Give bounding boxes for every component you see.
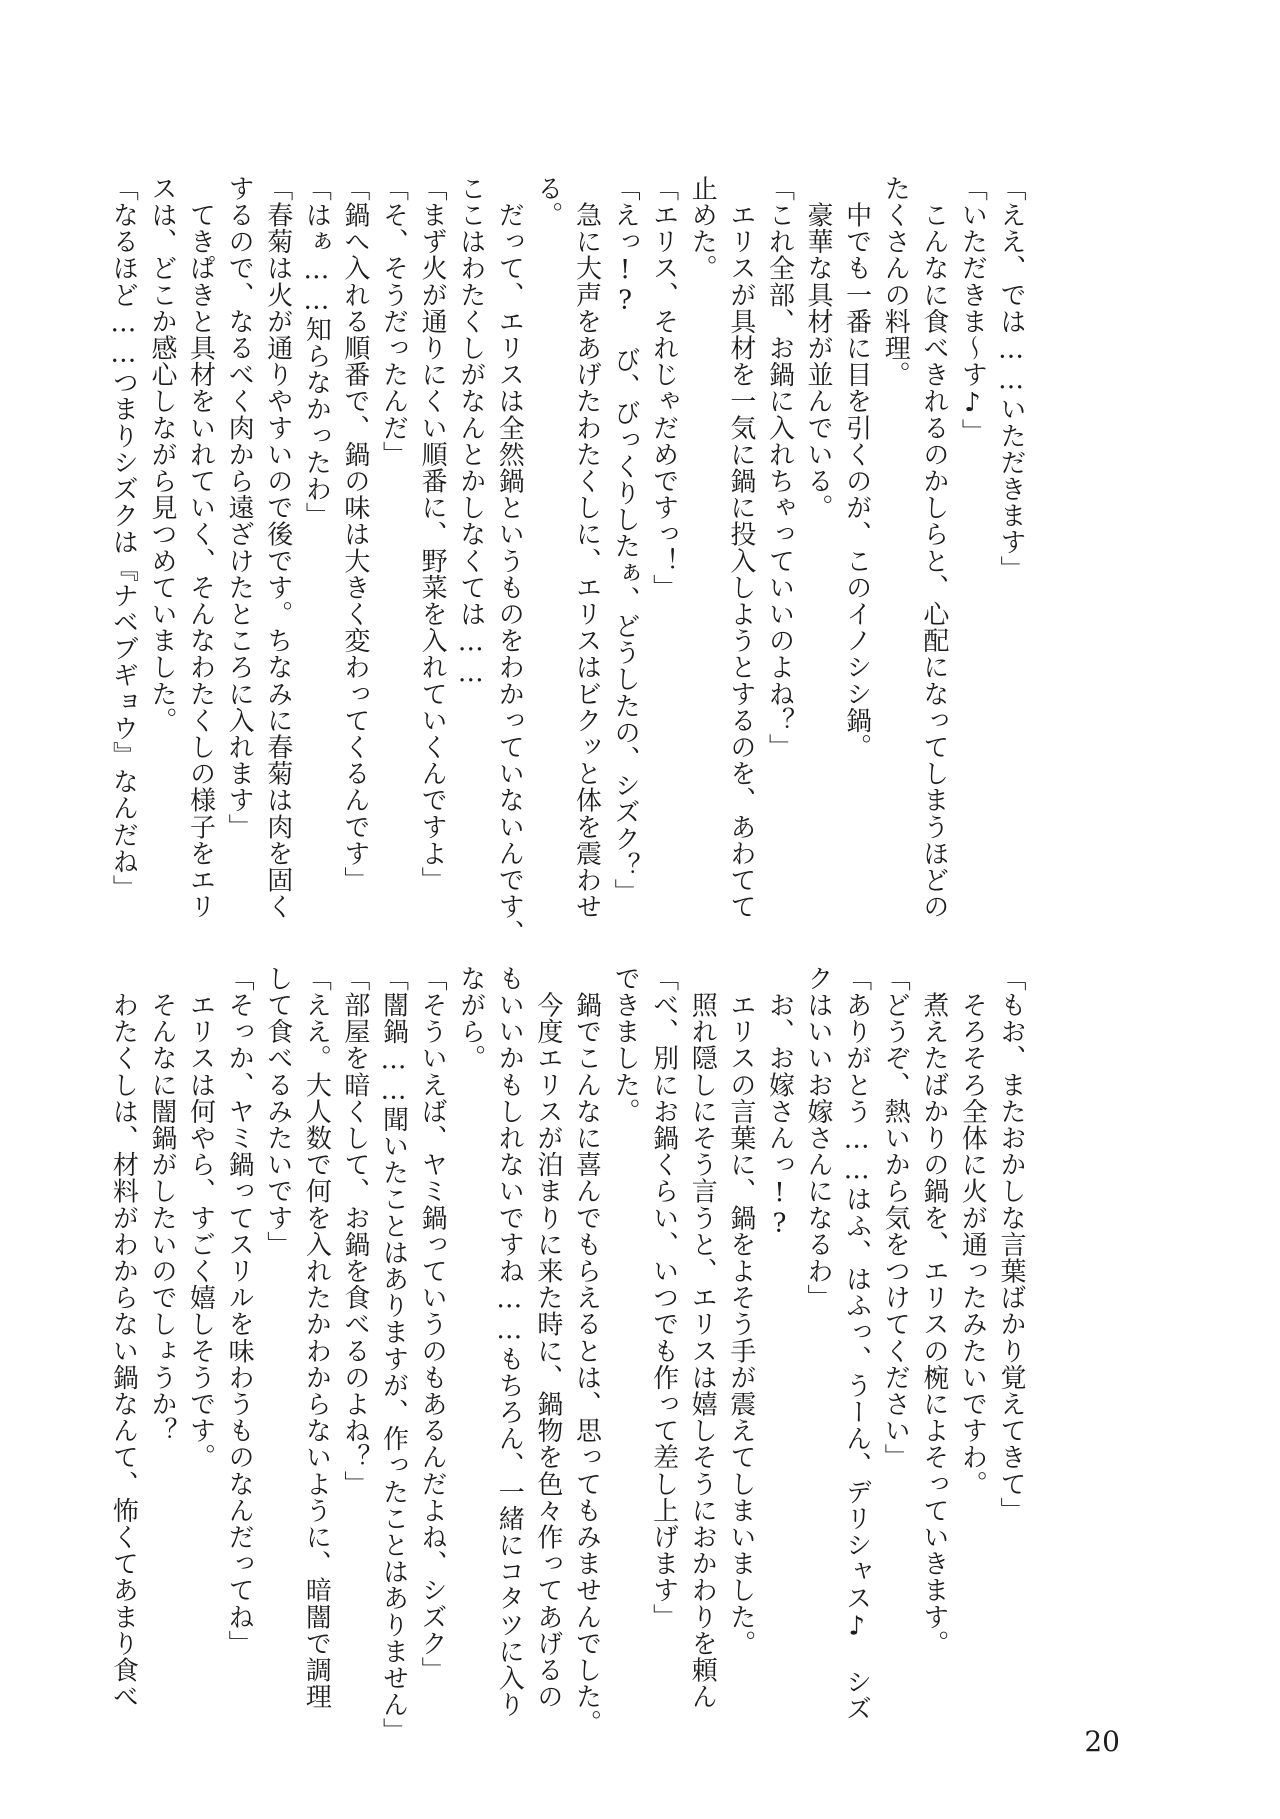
text-line: こんなに食べきれるのかしらと、心配になってしまうほどの	[918, 175, 949, 920]
text-line: 「えっ!? び、びっくりしたぁ、どうしたの、シズク？」	[610, 175, 641, 906]
text-line: だって、エリスは全然鍋というものをわかっていないんです、	[494, 175, 525, 947]
text-line: 「そっか、ヤミ鍋ってスリルを味わうものなんだってね」	[224, 965, 255, 1657]
text-line: 「ええ。大人数で何を入れたかわからないように、暗闇で調理	[301, 965, 332, 1710]
text-line: 「まず火が通りにくい順番に、野菜を入れていくんですよ」	[417, 175, 448, 894]
text-line: 「どうぞ、熱いから気をつけてください」	[880, 965, 911, 1471]
text-line: 急に大声をあげたわたくしに、エリスはビクッと体を震わせ	[571, 175, 602, 920]
text-line: そろそろ全体に火が通ったみたいですわ。	[957, 965, 988, 1497]
text-line: して食べるみたいです」	[262, 965, 293, 1258]
text-line: 照れ隠しにそう言うと、エリスは嬉しそうにおかわりを頼ん	[687, 965, 718, 1710]
text-line: 「春菊は火が通りやすいので後です。ちなみに春菊は肉を固く	[262, 175, 293, 920]
text-line: わたくしは、材料がわからない鍋なんて、怖くてあまり食べ	[108, 965, 139, 1710]
text-line: 「なるほど……つまりシズクは『ナベブギョウ』なんだね」	[108, 175, 139, 902]
text-line: するので、なるべく肉から遠ざけたところに入れます」	[224, 175, 255, 840]
text-line: てきぱきと具材をいれていく、そんなわたくしの様子をエリ	[185, 175, 216, 920]
text-line: 煮えたばかりの鍋を、エリスの椀によそっていきます。	[918, 965, 949, 1657]
text-line: 「これ全部、お鍋に入れちゃっていいのよね？」	[764, 175, 795, 761]
text-line: スは、どこか感心しながら見つめていました。	[146, 175, 177, 734]
text-line: 「いただきま～す♪」	[957, 175, 988, 445]
text-line: 「はぁ……知らなかったわ」	[301, 175, 332, 529]
text-line: 「鍋へ入れる順番で、鍋の味は大きく変わってくるんです」	[339, 175, 370, 894]
text-line: 豪華な具材が並んでいる。	[803, 175, 834, 521]
text-line: 鍋でこんなに喜んでもらえるとは、思ってもみませんでした。	[571, 965, 602, 1737]
text-line: 止めた。	[687, 175, 718, 282]
text-line: エリスが具材を一気に鍋に投入しようとするのを、あわてて	[725, 175, 756, 920]
text-line: 「ええ、では……いただきます」	[996, 175, 1026, 582]
text-line: そんなに闇鍋がしたいのでしょうか？	[146, 965, 177, 1444]
text-line: 「そ、そうだったんだ」	[378, 175, 409, 468]
text-line: 中でも一番に目を引くのが、このイノシシ鍋。	[841, 175, 872, 761]
text-line: 「べ、別にお鍋くらい、いつでも作って差し上げます」	[648, 965, 679, 1630]
text-line: 「部屋を暗くして、お鍋を食べるのよね？」	[339, 965, 370, 1497]
text-line: 「エリス、それじゃだめですっ！」	[648, 175, 679, 601]
text-line: エリスは何やら、すごく嬉しそうです。	[185, 965, 216, 1471]
text-line: 「そういえば、ヤミ鍋っていうのもあるんだよね、シズク」	[417, 965, 448, 1684]
text-line: お、お嫁さんっ!?	[764, 965, 795, 1239]
page-number: 20	[1084, 1725, 1120, 1758]
lower-text-block	[108, 965, 1030, 1745]
text-line: 「ありがとう……はふ、はふっ、うーん、デリシャス♪ シズ	[841, 965, 872, 1722]
upper-text-block	[108, 175, 1030, 947]
text-line: る。	[532, 175, 563, 229]
text-line: 「もお、またおかしな言葉ばかり覚えてきて」	[996, 965, 1026, 1524]
text-line: ながら。	[455, 965, 486, 1072]
text-line: クはいいお嫁さんになるわ」	[803, 965, 834, 1311]
text-line: もいいかもしれないですね……もちろん、一緒にコタツに入り	[494, 965, 525, 1718]
text-line: エリスの言葉に、鍋をよそう手が震えてしまいました。	[725, 965, 756, 1657]
text-line: 「闇鍋……聞いたことはありますが、作ったことはありません」	[378, 965, 409, 1745]
text-line: たくさんの料理。	[880, 175, 911, 388]
text-line: 今度エリスが泊まりに来た時に、鍋物を色々作ってあげるの	[532, 965, 563, 1710]
text-line: できました。	[610, 965, 641, 1125]
text-line: ここはわたくしがなんとかしなくては……	[455, 175, 486, 689]
